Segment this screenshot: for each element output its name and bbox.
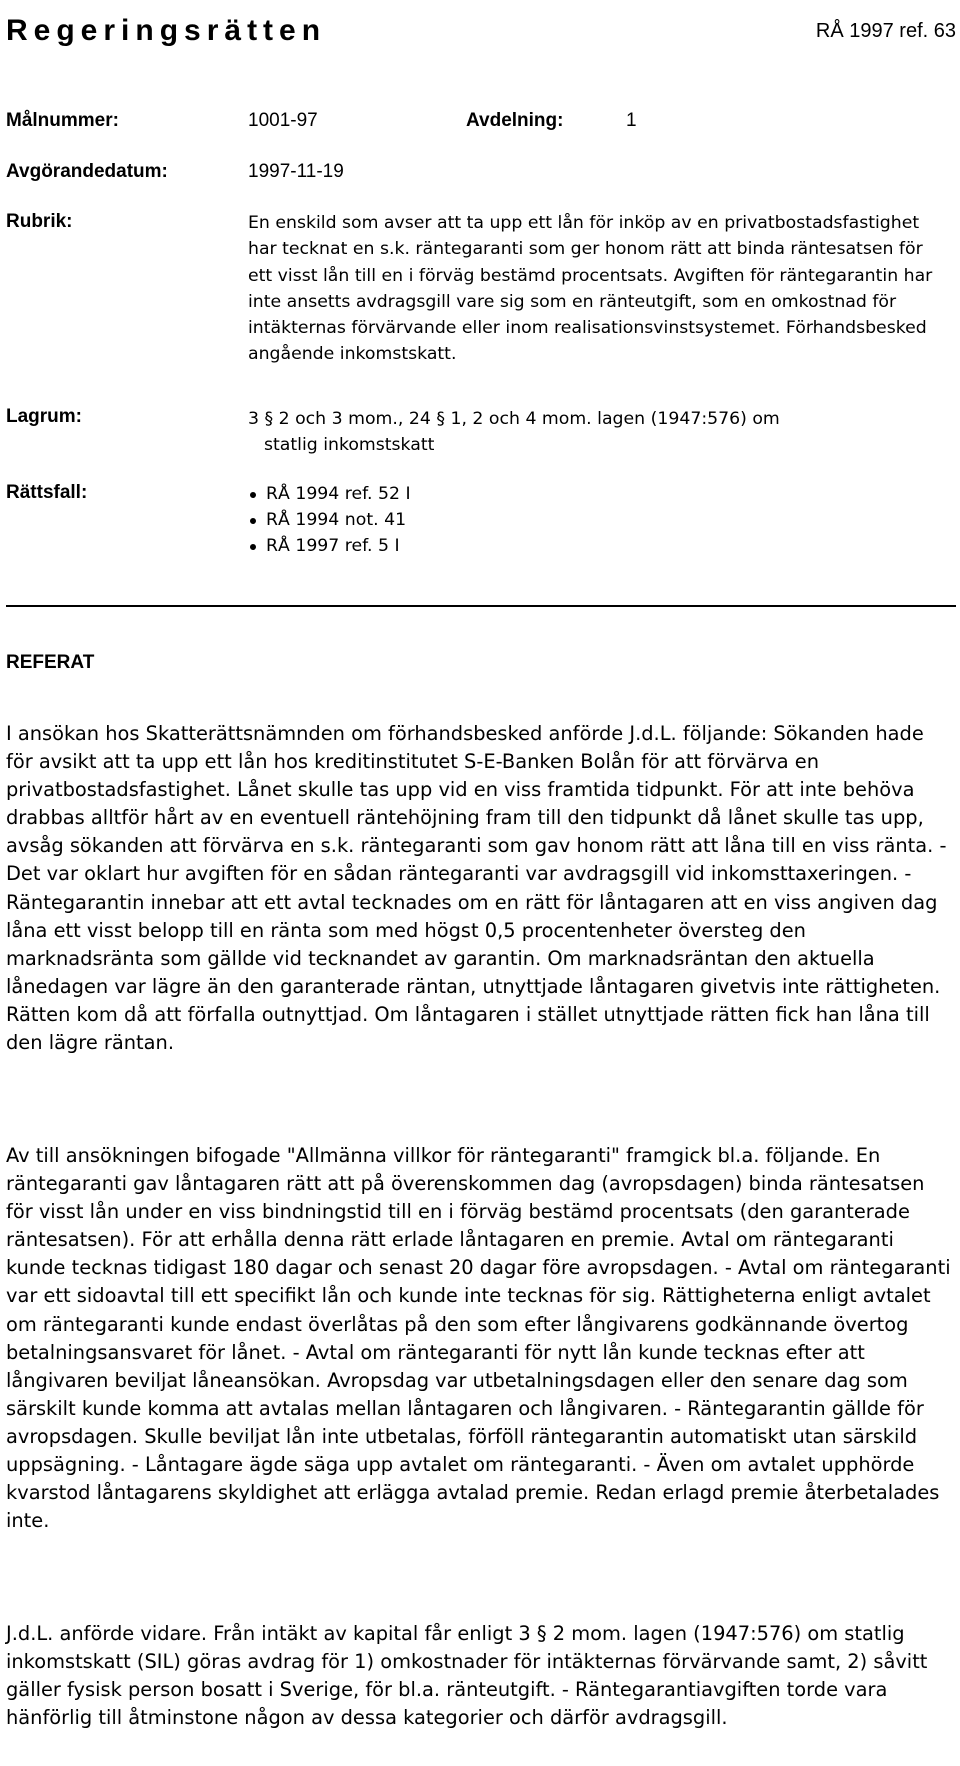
referat-paragraph: I ansökan hos Skatterättsnämnden om förhandsbesked anförde J.d.L. följande: Sökanden hade för avsikt att ta upp ett lån hos kreditinstitutet S-E-Banken Bolån för att förvärva en privatbostadsfastighet. Lånet skulle tas upp vid en viss framtida tidpunkt. För att inte behöva drabbas alltför hårt av en eventuell räntehöjning fram till den tidpunkt då lånet skulle tas upp, avsåg sökanden att förvärva en s.k. räntegaranti som gav honom rätt att låna till en viss ränta. - Det var oklart hur avgiften för en sådan räntegaranti var avdragsgill vid inkomsttaxeringen. - Räntegarantin innebar att ett avtal tecknades om en rätt för låntagaren att en viss angiven dag låna ett visst belopp till en ränta som med högst 0,5 procentenheter översteg den marknadsränta som gällde vid tecknandet av garantin. Om marknadsräntan den aktuella lånedagen var lägre än den garanterade räntan, utnyttjade låntagaren givetvis inte rättigheten. Rätten kom då att förfalla outnyttjad. Om låntagaren i stället utnyttjade rätten fick han låna till den lägre räntan. [6, 722, 947, 1055]
lagrum-text [248, 406, 848, 458]
avdelning-label: Avdelning: [466, 110, 564, 131]
rubrik-label: Rubrik: [6, 211, 73, 232]
section-divider [6, 605, 956, 607]
list-item: RÅ 1994 not. 41 [248, 507, 411, 533]
case-reference: RÅ 1997 ref. 63 [815, 20, 956, 42]
referat-paragraph: Av till ansökningen bifogade "Allmänna villkor för räntegaranti" framgick bl.a. följande. En räntegaranti gav låntagaren rätt att på överenskommen dag (avropsdagen) binda räntesatsen för visst lån under en viss bindningstid till en i förväg bestämd procentsats (den garanterade räntesatsen). För att erhålla denna rätt erlade låntagaren en premie. Avtal om räntegaranti kunde tecknas tidigast 180 dagar och senast 20 dagar före avropsdagen. - Avtal om räntegaranti var ett sidoavtal till ett specifikt lån och kunde inte tecknas för sig. Rättigheterna enligt avtalet om räntegaranti kunde endast överlåtas på den som efter långivarens godkännande övertog betalningsansvaret för lånet. - Avtal om räntegaranti för nytt lån kunde tecknas efter att långivaren beviljat låneansökan. Avropsdag var utbetalningsdagen eller den senare dag som särskilt kunde komma att avtalas mellan låntagaren och långivaren. - Räntegarantin gällde för avropsdagen. Skulle beviljat lån inte utbetalas, förföll räntegarantin automatiskt utan särskild uppsägning. - Låntagare ägde säga upp avtalet om räntegaranti. - Även om avtalet upphörde kvarstod låntagarens skyldighet att erlägga avtalad premie. Redan erlagd premie återbetalades inte. [6, 1144, 951, 1533]
avgorandedatum-label: Avgörandedatum: [6, 161, 168, 182]
list-item: RÅ 1997 ref. 5 I [248, 533, 411, 559]
rattsfall-list [248, 481, 411, 559]
court-title: Regeringsrätten [6, 14, 327, 47]
avdelning-value: 1 [626, 110, 637, 131]
referat-paragraph: J.d.L. anförde vidare. Från intäkt av kapital får enligt 3 § 2 mom. lagen (1947:576) om statlig inkomstskatt (SIL) göras avdrag för 1) omkostnader för intäkternas förvärvande samt, 2) såvitt gäller fysisk person bosatt i Sverige, för bl.a. ränteutgift. - Räntegarantiavgiften torde vara hänförlig till åtminstone någon av dessa kategorier och därför avdragsgill. [6, 1622, 928, 1730]
malnummer-value: 1001-97 [248, 110, 318, 131]
referat-heading: REFERAT [6, 652, 95, 673]
list-item: RÅ 1994 ref. 52 I [248, 481, 411, 507]
lagrum-label: Lagrum: [6, 406, 82, 427]
rattsfall-label: Rättsfall: [6, 482, 88, 503]
lagrum-line: statlig inkomstskatt [264, 435, 435, 455]
document-header [0, 0, 960, 68]
malnummer-label: Målnummer: [6, 110, 119, 131]
rubrik-text: En enskild som avser att ta upp ett lån för inköp av en privatbostadsfastighet har tecknat en s.k. räntegaranti som ger honom rätt att binda räntesatsen för ett visst lån till en i förväg bestämd procentsats. Avgiften för räntegarantin har inte ansetts avdragsgill vare sig som en ränteutgift, som en omkostnad för intäkternas förvärvande eller inom realisationsvinstsystemet. Förhandsbesked angående inkomstskatt. [248, 213, 933, 365]
lagrum-line: 3 § 2 och 3 mom., 24 § 1, 2 och 4 mom. lagen (1947:576) om [248, 409, 780, 429]
avgorandedatum-value: 1997-11-19 [248, 161, 344, 182]
